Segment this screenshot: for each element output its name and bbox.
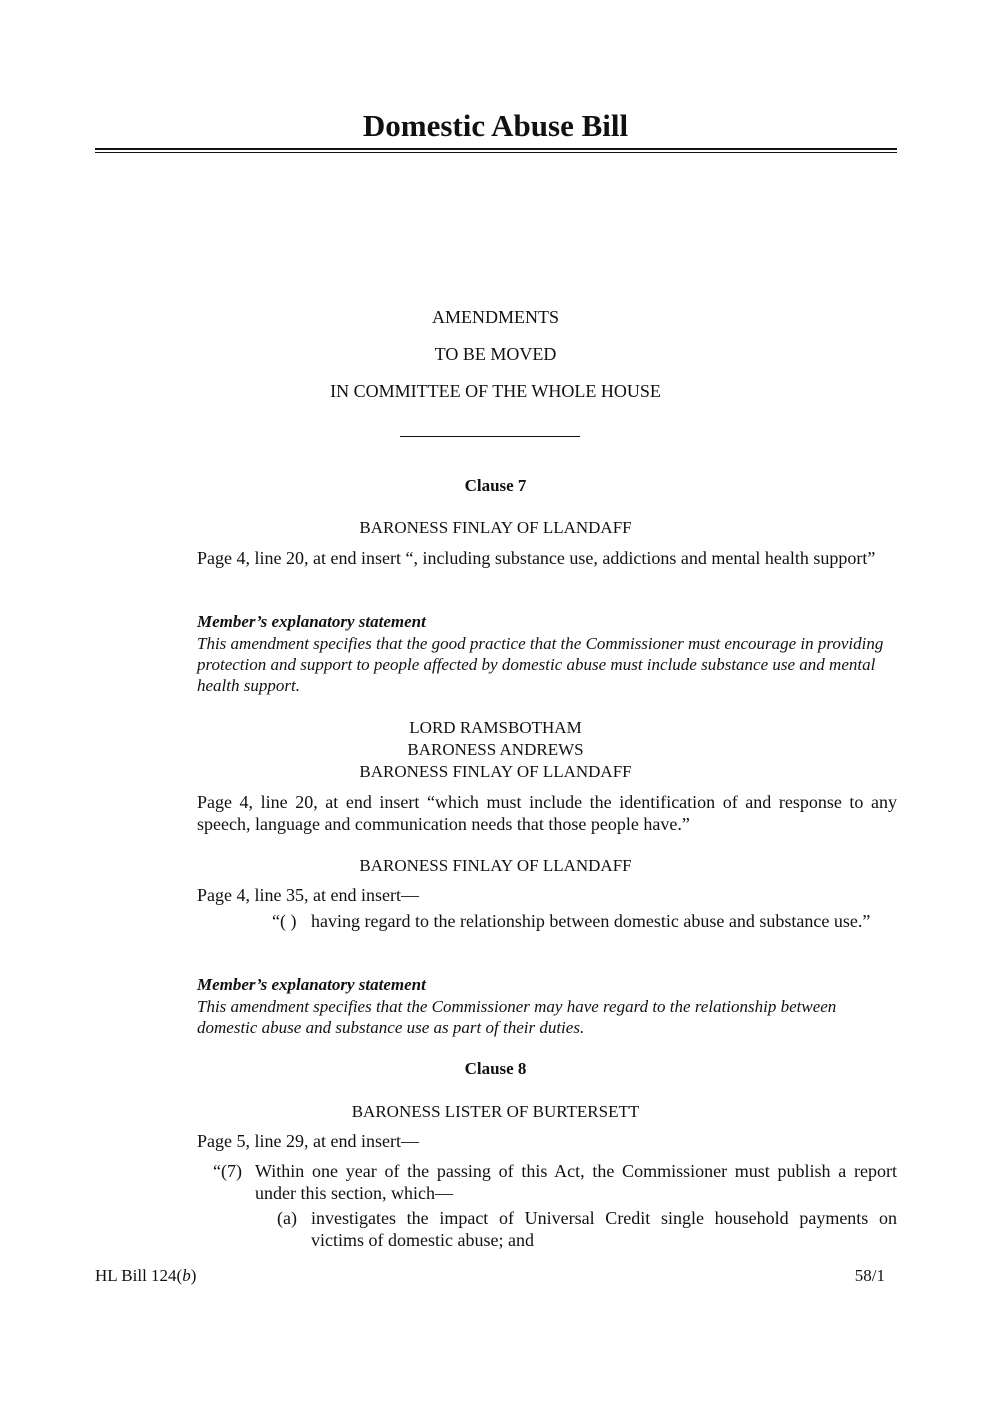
amendment-text: Page 4, line 35, at end insert—	[197, 885, 419, 905]
insert-number: “( )	[272, 911, 297, 931]
paragraph-number: (a)	[277, 1208, 297, 1228]
bill-number-letter: b	[182, 1266, 191, 1285]
sponsor: BARONESS ANDREWS	[407, 740, 584, 759]
subsection-text: Within one year of the passing of this Act, the Commissioner must publish a report under this section, which—	[255, 1161, 897, 1203]
clause-heading: Clause 7	[464, 476, 527, 495]
sponsor: BARONESS FINLAY OF LLANDAFF	[359, 762, 632, 781]
page-reference: 58/1	[854, 1266, 885, 1285]
statement-heading: Member’s explanatory statement	[197, 612, 426, 631]
intro-line-1: AMENDMENTS	[431, 307, 559, 327]
clause-heading: Clause 8	[464, 1059, 527, 1078]
title-rule-bottom	[95, 152, 897, 153]
bill-number	[95, 1265, 196, 1287]
document-title: Domestic Abuse Bill	[362, 108, 629, 143]
explanatory-statement: This amendment specifies that the good practice that the Commissioner must encourage in providing protection and support to people affected by domestic abuse must include substance use and mental health support.	[197, 634, 884, 695]
amendment-text: Page 4, line 20, at end insert “, including substance use, addictions and mental health support”	[197, 548, 876, 568]
sponsor: BARONESS FINLAY OF LLANDAFF	[359, 856, 632, 875]
sponsor: BARONESS LISTER OF BURTERSETT	[351, 1102, 640, 1121]
insert-text: having regard to the relationship between domestic abuse and substance use.”	[311, 911, 871, 931]
intro-line-3: IN COMMITTEE OF THE WHOLE HOUSE	[330, 381, 661, 401]
amendment-text: Page 5, line 29, at end insert—	[197, 1131, 419, 1151]
statement-heading: Member’s explanatory statement	[197, 975, 426, 994]
subsection-number: “(7)	[213, 1161, 242, 1181]
divider	[400, 436, 580, 437]
sponsor: LORD RAMSBOTHAM	[409, 718, 582, 737]
bill-number-suffix: )	[190, 1266, 197, 1285]
paragraph-text: investigates the impact of Universal Credit single household payments on victims of domestic abuse; and	[311, 1208, 897, 1250]
bill-number-prefix: HL Bill 124(	[95, 1266, 183, 1285]
title-rule-top	[95, 148, 897, 150]
explanatory-statement: This amendment specifies that the Commissioner may have regard to the relationship between domestic abuse and substance use as part of their duties.	[197, 997, 837, 1037]
amendment-text: Page 4, line 20, at end insert “which must include the identification of and response to any speech, language and communication needs that those people have.”	[197, 792, 897, 834]
intro-line-2: TO BE MOVED	[434, 344, 557, 364]
sponsor: BARONESS FINLAY OF LLANDAFF	[359, 518, 632, 537]
